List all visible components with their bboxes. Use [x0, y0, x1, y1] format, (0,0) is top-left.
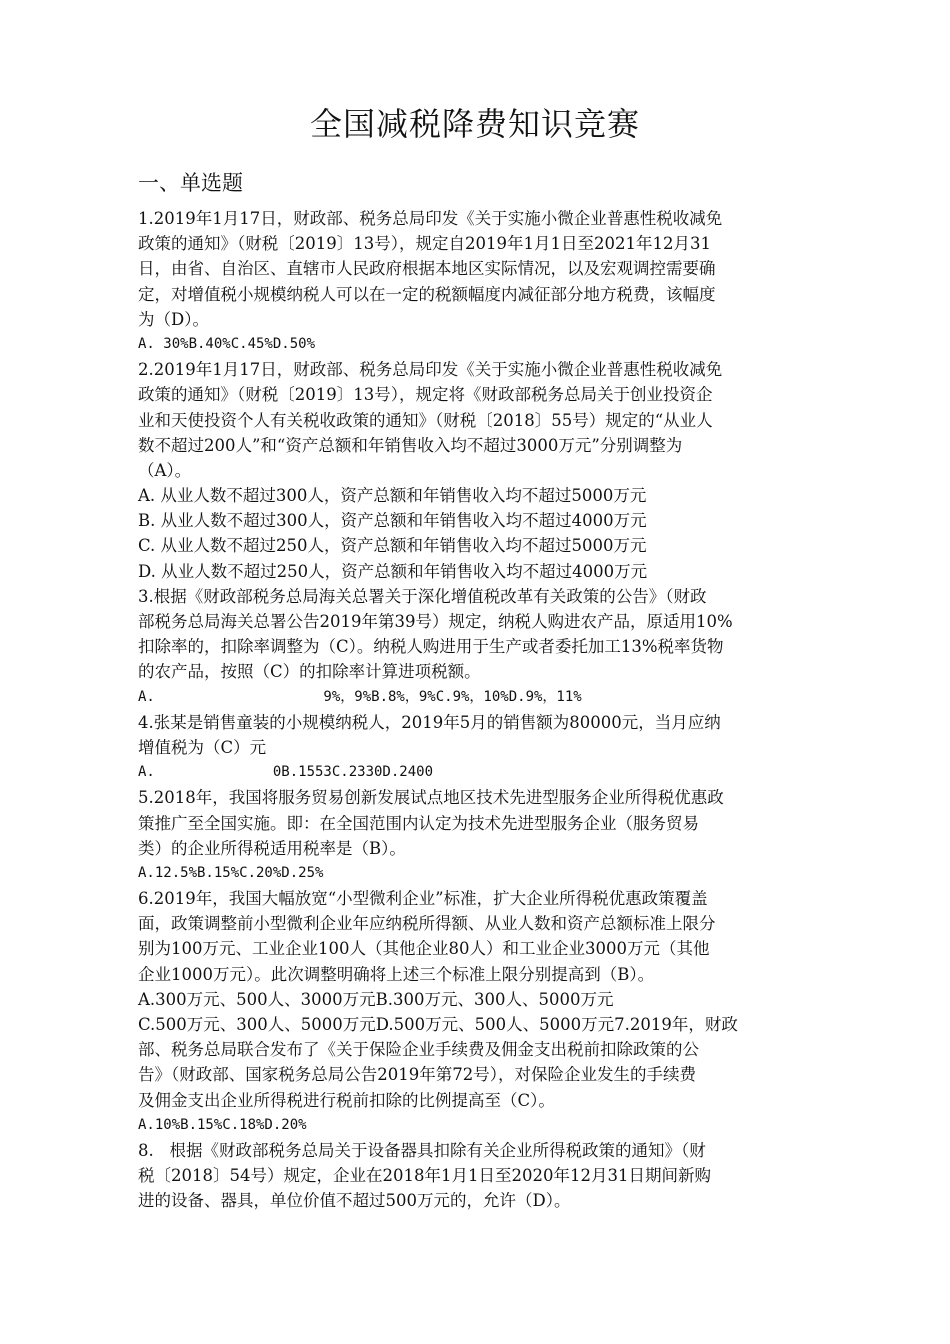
text-line: 部税务总局海关总署公告2019年第39号）规定，纳税人购进农产品，原适用10%: [138, 612, 733, 631]
text-line: 1.2019年1月17日，财政部、税务总局印发《关于实施小微企业普惠性税收减免: [138, 209, 723, 228]
answer-options: A.300万元、500人、3000万元B.300万元、300人、5000万元: [138, 989, 614, 1009]
answer-options: A. 30%B.40%C.45%D.50%: [138, 335, 316, 352]
answer-option: B. 从业人数不超过300人，资产总额和年销售收入均不超过4000万元: [138, 511, 647, 531]
text-line: 增值税为（C）元: [138, 737, 267, 757]
text-line: 6.2019年，我国大幅放宽“小型微利企业”标准，扩大企业所得税优惠政策覆盖: [138, 889, 708, 909]
text-line: 税〔2018〕54号）规定，企业在2018年1月1日至2020年12月31日期间新购: [138, 1166, 711, 1186]
text-line: 企业1000万元）。此次调整明确将上述三个标准上限分别提高到（B）。: [138, 964, 655, 984]
text-line: 为（D）。: [138, 309, 209, 329]
document-body: [138, 206, 818, 1214]
text-line: 及佣金支出企业所得税进行税前扣除的比例提高至（C）。: [138, 1090, 555, 1110]
text-line: 3.根据《财政部税务总局海关总署关于深化增值税改革有关政策的公告》（财政: [138, 586, 707, 606]
answer-options: C.500万元、300人、5000万元D.500万元、500人、5000万元7.2019年，财政: [138, 1015, 738, 1034]
section-heading: 一、单选题: [138, 171, 243, 195]
text-line: 扣除率的，扣除率调整为（C）。纳税人购进用于生产或者委托加工13%税率货物: [138, 637, 724, 657]
text-line: 政策的通知》（财税〔2019〕13号），规定将《财政部税务总局关于创业投资企: [138, 385, 713, 405]
answer-options: A.12.5%B.15%C.20%D.25%: [138, 864, 324, 881]
text-line: 的农产品，按照（C）的扣除率计算进项税额。: [138, 662, 481, 682]
text-line: 4.张某是销售童装的小规模纳税人，2019年5月的销售额为80000元，当月应纳: [138, 712, 721, 732]
answer-options: A. 0B.1553C.2330D.2400: [138, 764, 434, 781]
answer-option: C. 从业人数不超过250人，资产总额和年销售收入均不超过5000万元: [138, 536, 647, 556]
text-line: 类）的企业所得税适用税率是（B）。: [138, 838, 406, 858]
text-line: 5.2018年，我国将服务贸易创新发展试点地区技术先进型服务企业所得税优惠政: [138, 788, 724, 808]
document-title: 全国减税降费知识竞赛: [309, 105, 640, 143]
text-line: 告》（财政部、国家税务总局公告2019年第72号），对保险企业发生的手续费: [138, 1065, 696, 1085]
text-line: 进的设备、器具，单位价值不超过500万元的，允许（D）。: [138, 1191, 571, 1211]
answer-options: A.10%B.15%C.18%D.20%: [138, 1116, 307, 1133]
text-line: 策推广至全国实施。即：在全国范围内认定为技术先进型服务企业（服务贸易: [138, 813, 699, 833]
answer-option: A. 从业人数不超过300人，资产总额和年销售收入均不超过5000万元: [138, 486, 647, 506]
text-line: 2.2019年1月17日，财政部、税务总局印发《关于实施小微企业普惠性税收减免: [138, 360, 723, 380]
text-line: 部、税务总局联合发布了《关于保险企业手续费及佣金支出税前扣除政策的公: [138, 1040, 699, 1060]
text-line: 数不超过200人”和“资产总额和年销售收入均不超过3000万元”分别调整为: [138, 435, 683, 455]
text-line: 政策的通知》（财税〔2019〕13号），规定自2019年1月1日至2021年12月31: [138, 234, 711, 254]
text-line: 面，政策调整前小型微利企业年应纳税所得额、从业人数和资产总额标准上限分: [138, 914, 716, 934]
answer-option: D. 从业人数不超过250人，资产总额和年销售收入均不超过4000万元: [138, 561, 648, 581]
text-line: 8. 根据《财政部税务总局关于设备器具扣除有关企业所得税政策的通知》（财: [138, 1140, 706, 1160]
text-line: 业和天使投资个人有关税收政策的通知》（财税〔2018〕55号）规定的“从业人: [138, 410, 713, 430]
text-line: 定，对增值税小规模纳税人可以在一定的税额幅度内减征部分地方税费，该幅度: [138, 284, 716, 304]
text-line: （A）。: [138, 460, 192, 480]
text-line: 别为100万元、工业企业100人（其他企业80人）和工业企业3000万元（其他: [138, 939, 710, 959]
text-line: 日，由省、自治区、直辖市人民政府根据本地区实际情况，以及宏观调控需要确: [138, 259, 716, 279]
answer-options: A. 9%，9%B.8%，9%C.9%，10%D.9%，11%: [138, 688, 582, 705]
